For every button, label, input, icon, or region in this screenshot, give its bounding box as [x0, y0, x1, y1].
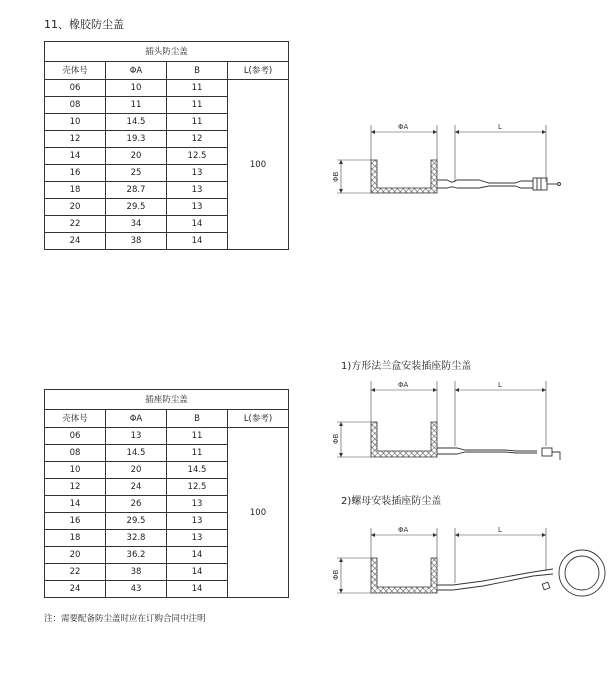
table-cell: 14: [167, 547, 228, 564]
table-cell: 13: [167, 199, 228, 216]
table-cell: 10: [45, 114, 106, 131]
table-cell: 11: [167, 445, 228, 462]
table-cell: 13: [167, 182, 228, 199]
table-cell: 13: [106, 428, 167, 445]
table-cell: 12: [45, 131, 106, 148]
l-reference-cell: 100: [228, 428, 289, 598]
table-cell: 38: [106, 564, 167, 581]
table-cell: 29.5: [106, 513, 167, 530]
l-reference-cell: 100: [228, 80, 289, 250]
table-cell: 26: [106, 496, 167, 513]
table-cell: 06: [45, 428, 106, 445]
table-cell: 13: [167, 165, 228, 182]
table-cell: 14.5: [106, 445, 167, 462]
column-header: L(参考): [228, 62, 289, 80]
table-cell: 11: [167, 428, 228, 445]
table-row: [45, 80, 289, 97]
table-caption: 插座防尘盖: [45, 390, 289, 410]
column-header: L(参考): [228, 410, 289, 428]
table-cell: 08: [45, 97, 106, 114]
table-cell: 08: [45, 445, 106, 462]
nut-socket-cap-drawing: [328, 513, 608, 613]
column-header: ΦA: [106, 62, 167, 80]
table-cell: 13: [167, 530, 228, 547]
table-cell: 06: [45, 80, 106, 97]
section-title: 11、橡胶防尘盖: [44, 18, 124, 31]
table-row: [45, 428, 289, 445]
dim-label-l: L: [498, 381, 502, 389]
table-cell: 28.7: [106, 182, 167, 199]
table-cell: 43: [106, 581, 167, 598]
table-cell: 10: [45, 462, 106, 479]
order-note: 注：需要配备防尘盖时应在订购合同中注明: [44, 614, 206, 624]
table-cell: 13: [167, 496, 228, 513]
dim-label-b: ΦB: [332, 171, 340, 182]
table-cell: 36.2: [106, 547, 167, 564]
plug-cap-table: [44, 41, 289, 250]
dim-label-a: ΦA: [398, 526, 409, 534]
table-cell: 13: [167, 513, 228, 530]
table-cell: 14: [45, 496, 106, 513]
table-cell: 20: [106, 462, 167, 479]
table-cell: 12.5: [167, 148, 228, 165]
dim-label-a: ΦA: [398, 381, 409, 389]
table-cell: 12: [45, 479, 106, 496]
column-header: B: [167, 62, 228, 80]
table-cell: 11: [167, 97, 228, 114]
plug-cap-drawing: [328, 122, 578, 210]
dim-label-b: ΦB: [332, 433, 340, 444]
flange-socket-cap-drawing: [328, 378, 578, 466]
table-cell: 19.3: [106, 131, 167, 148]
table-cell: 11: [167, 80, 228, 97]
table-cell: 10: [106, 80, 167, 97]
column-header: B: [167, 410, 228, 428]
flange-socket-caption: 1)方形法兰盒安装插座防尘盖: [341, 361, 472, 372]
dim-label-a: ΦA: [398, 123, 409, 131]
table-cell: 22: [45, 216, 106, 233]
nut-socket-caption: 2)螺母安装插座防尘盖: [341, 496, 442, 507]
socket-cap-table: [44, 389, 289, 598]
table-cell: 12: [167, 131, 228, 148]
table-cell: 14: [167, 233, 228, 250]
table-cell: 24: [45, 233, 106, 250]
table-cell: 14.5: [106, 114, 167, 131]
table-cell: 12.5: [167, 479, 228, 496]
table-cell: 14: [45, 148, 106, 165]
table-cell: 22: [45, 564, 106, 581]
table-cell: 32.8: [106, 530, 167, 547]
table-cell: 20: [106, 148, 167, 165]
dim-label-b: ΦB: [332, 569, 340, 580]
column-header: 壳体号: [45, 62, 106, 80]
table-cell: 20: [45, 547, 106, 564]
table-caption: 插头防尘盖: [45, 42, 289, 62]
table-cell: 18: [45, 530, 106, 547]
table-cell: 11: [106, 97, 167, 114]
table-cell: 16: [45, 513, 106, 530]
table-cell: 24: [45, 581, 106, 598]
table-cell: 18: [45, 182, 106, 199]
table-cell: 38: [106, 233, 167, 250]
dim-label-l: L: [498, 526, 502, 534]
table-cell: 11: [167, 114, 228, 131]
dim-label-l: L: [498, 123, 502, 131]
table-cell: 14: [167, 581, 228, 598]
table-cell: 20: [45, 199, 106, 216]
table-cell: 16: [45, 165, 106, 182]
table-cell: 24: [106, 479, 167, 496]
table-cell: 25: [106, 165, 167, 182]
table-cell: 14: [167, 216, 228, 233]
table-cell: 14: [167, 564, 228, 581]
column-header: ΦA: [106, 410, 167, 428]
table-cell: 34: [106, 216, 167, 233]
table-cell: 14.5: [167, 462, 228, 479]
table-cell: 29.5: [106, 199, 167, 216]
column-header: 壳体号: [45, 410, 106, 428]
